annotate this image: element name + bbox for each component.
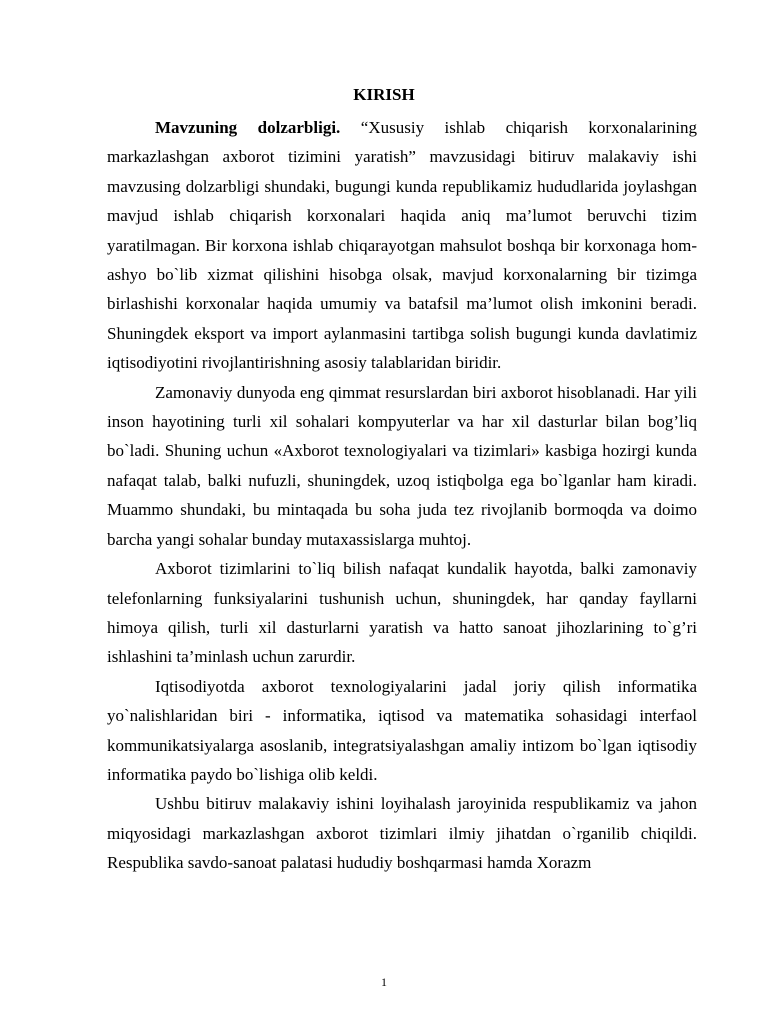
paragraph-4: Iqtisodiyotda axborot texnologiyalarini jadal joriy qilish informatika yo`nalishlaridan biri - informatika, iqtisod va matematika sohasidagi interfaol kommunikatsiyalarga asoslanib, integratsiyalashgan amaliy intizom bo`lgan iqtisodiy informatika paydo bo`lishiga olib keldi. <box>107 676 697 784</box>
paragraph-1 <box>107 113 697 378</box>
section-title: KIRISH <box>353 85 415 104</box>
paragraph-2: Zamonaviy dunyoda eng qimmat resurslardan biri axborot hisoblanadi. Har yili inson hayotining turli xil sohalari kompyuterlar va har xil dasturlar bilan bog’liq bo`ladi. Shuning uchun «Axborot texnologiyalari va tizimlari» kasbiga hozirgi kunda nafaqat talab, balki nufuzli, shuningdek, uzoq istiqbolga ega bo`lganlar ham kiradi. Muammo shundaki, bu mintaqada bu soha juda tez rivojlanib bormoqda va doimo barcha yangi sohalar bunday mutaxassislarga muhtoj. <box>107 382 697 549</box>
paragraph-3: Axborot tizimlarini to`liq bilish nafaqat kundalik hayotda, balki zamonaviy telefonlarning funksiyalarini tushunish uchun, shuningdek, har qanday fayllarni himoya qilish, turli xil dasturlarni yaratish va hatto sanoat jihozlarining to`g’ri ishlashini ta’minlash uchun zarurdir. <box>107 559 697 667</box>
document-body <box>107 113 697 878</box>
paragraph-5: Ushbu bitiruv malakaviy ishini loyihalash jaroyinida respublikamiz va jahon miqyosidagi markazlashgan axborot tizimlari ilmiy jihatdan o`rganilib chiqildi. Respublika savdo-sanoat palatasi hududiy boshqarmasi hamda Xorazm <box>107 794 697 873</box>
paragraph-1-text: “Xususiy ishlab chiqarish korxonalarining markazlashgan axborot tizimini yaratish” mavzusidagi bitiruv malakaviy ishi mavzusing dolzarbligi shundaki, bugungi kunda republikamiz hududlarida joylashgan mavjud ishlab chiqarish korxonalari haqida aniq ma’lumot beruvchi tizim yaratilmagan. Bir korxona ishlab chiqarayotgan mahsulot boshqa bir korxonaga hom-ashyo bo`lib xizmat qilishini hisobga olsak, mavjud korxonalarning bir tizimga birlashishi korxonalar haqida umumiy va batafsil ma’lumot olish imkonini beradi. Shuningdek eksport va import aylanmasini tartibga solish bugungi kunda davlatimiz iqtisodiyotini rivojlantirishning asosiy talablaridan biridir. <box>107 118 698 373</box>
page-number: 1 <box>381 975 387 989</box>
paragraph-1-lead: Mavzuning dolzarbligi. <box>155 118 341 137</box>
